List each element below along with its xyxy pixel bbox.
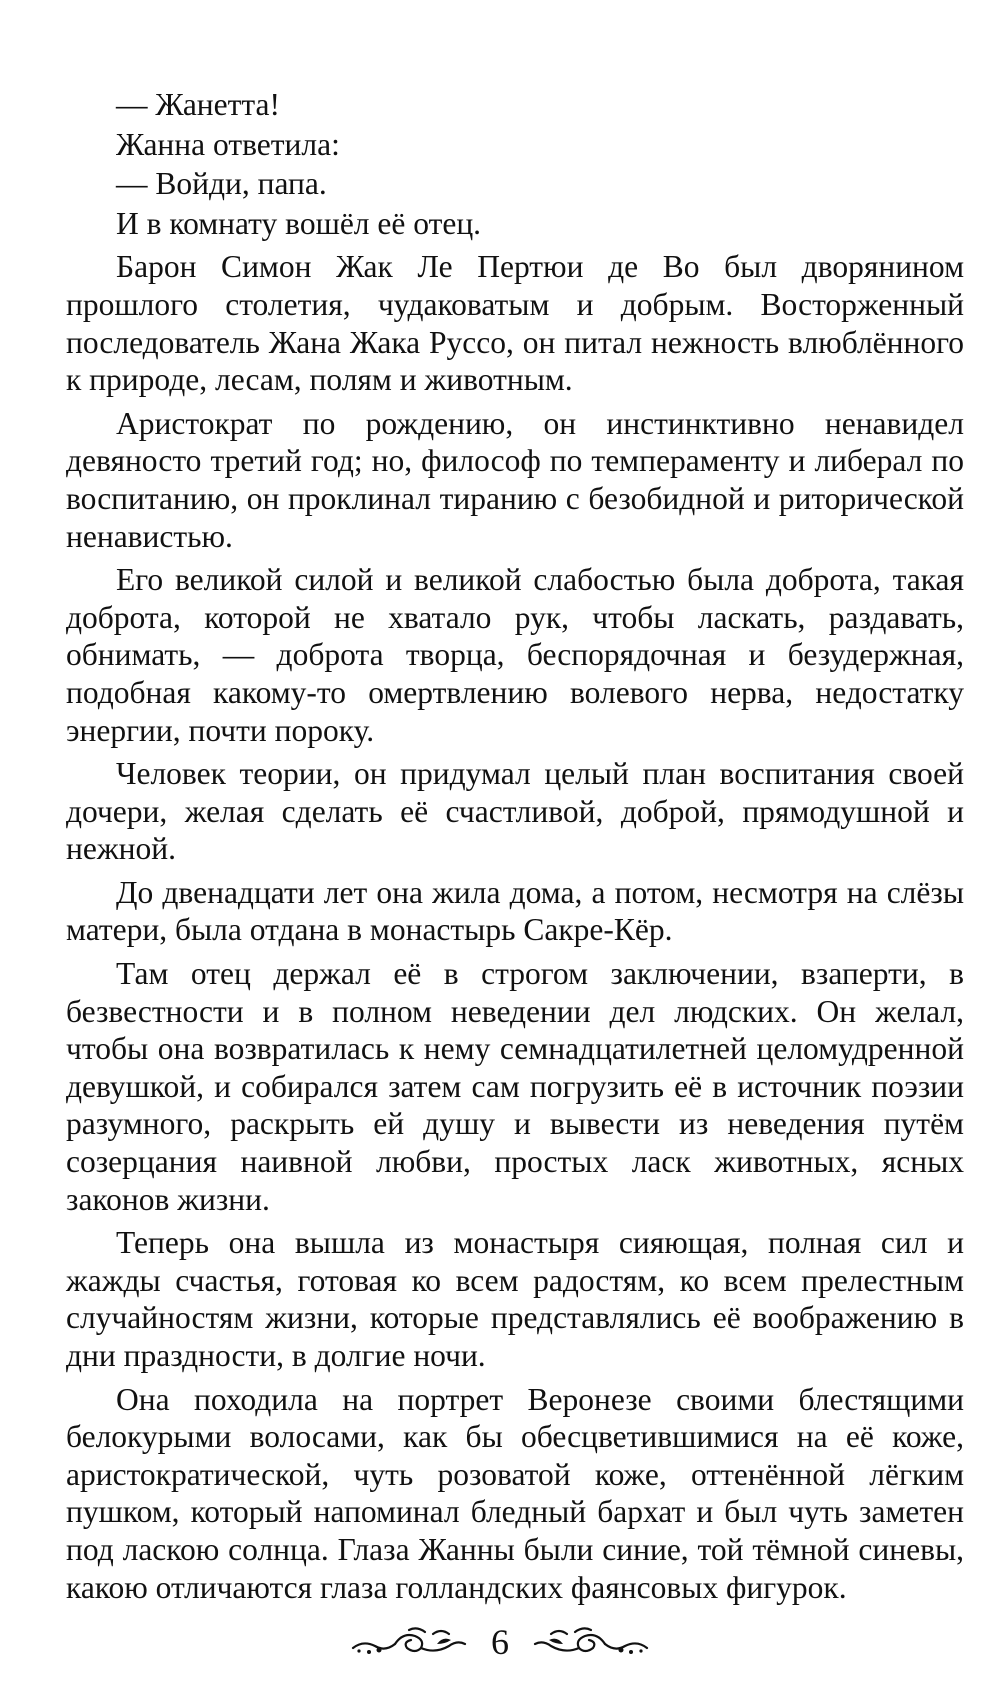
paragraph: И в комнату вошёл её отец. bbox=[116, 205, 482, 241]
paragraph: Его великой силой и великой слабостью была доброта, такая доброта, которой не хватало рук, чтобы ласкать, раздавать, обнимать, — доброта творца, беспорядочная и безудержная, подобная какому-то омертвлению волевого нерва, недостатку энергии, почти пороку. bbox=[66, 562, 964, 748]
paragraph: Аристократ по рождению, он инстинктивно ненавидел девяносто третий год; но, философ по темпераменту и либерал по воспитанию, он проклинал тиранию с безобидной и риторической ненавистью. bbox=[66, 405, 964, 554]
paragraph: Теперь она вышла из монастыря сияющая, полная сил и жажды счастья, готовая ко всем радостям, ко всем прелестным случайностям жизни, которые представлялись её воображению в дни праздности, в долгие ночи. bbox=[66, 1225, 964, 1373]
paragraph: Человек теории, он придумал целый план воспитания своей дочери, желая сделать её счастливой, доброй, прямодушной и нежной. bbox=[66, 756, 964, 867]
paragraph: Она походила на портрет Веронезе своими блестящими белокурыми волосами, как бы обесцветившимися на её коже, аристократической, чуть розоватой коже, оттенённой лёгким пушком, который напоминал бледный бархат и был чуть заметен под ласкою солнца. Глаза Жанны были синие, той тёмной синевы, какою отличаются глаза голландских фаянсовых фигурок. bbox=[66, 1381, 964, 1605]
page-footer bbox=[0, 1612, 1000, 1672]
paragraph: Жанна ответила: bbox=[116, 126, 340, 162]
paragraph: — Войди, папа. bbox=[116, 166, 327, 202]
paragraph: До двенадцати лет она жила дома, а потом, несмотря на слёзы матери, была отдана в монастырь Сакре-Кёр. bbox=[66, 874, 964, 948]
flourish-right-icon bbox=[531, 1624, 651, 1660]
flourish-left-icon bbox=[349, 1624, 469, 1660]
paragraph: — Жанетта! bbox=[116, 87, 281, 122]
page-body bbox=[66, 86, 964, 1612]
paragraph: Барон Симон Жак Ле Пертюи де Во был дворянином прошлого столетия, чудаковатым и добрым. Восторженный последователь Жана Жака Руссо, он питал нежность влюблённого к природе, лесам, полям и животным. bbox=[66, 249, 964, 398]
page-number: 6 bbox=[491, 1622, 509, 1662]
paragraph: Там отец держал её в строгом заключении, взаперти, в безвестности и в полном неведении дел людских. Он желал, чтобы она возвратилась к нему семнадцатилетней целомудренной девушкой, и собирался затем сам погрузить её в источник поэзии разумного, раскрыть ей душу и вывести из неведения путём созерцания наивной любви, простых ласк животных, ясных законов жизни. bbox=[66, 956, 964, 1217]
